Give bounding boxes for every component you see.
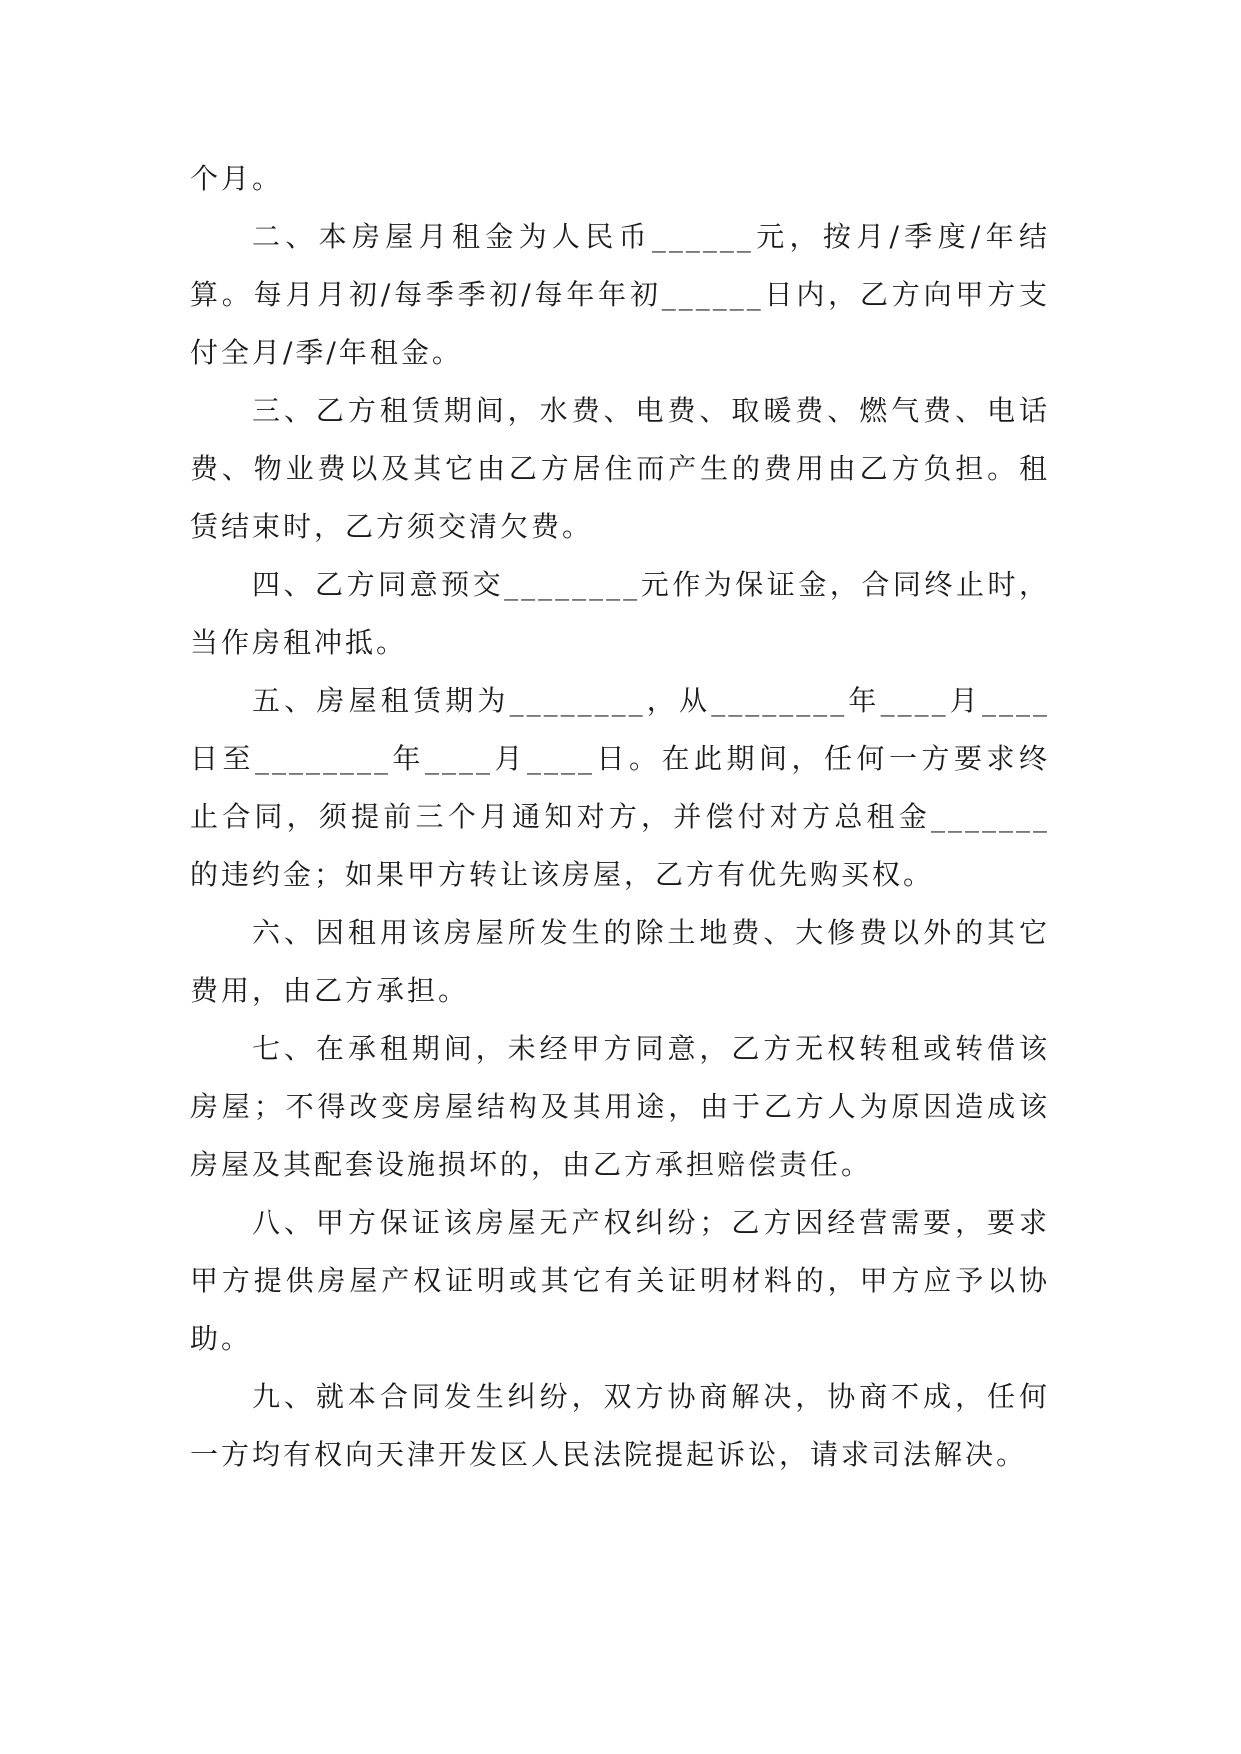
clause-2-rent: 二、本房屋月租金为人民币______元，按月/季度/年结算。每月月初/每季季初/每年年初______日内，乙方向甲方支付全月/季/年租金。 [190, 220, 1050, 369]
clause-5-lease-term: 五、房屋租赁期为________，从________年____月____日至________年____月____日。在此期间，任何一方要求终止合同，须提前三个月通知对方，并偿付对方总租金_______的违约金；如果甲方转让该房屋，乙方有优先购买权。 [190, 684, 1050, 891]
clause-7-sublease: 七、在承租期间，未经甲方同意，乙方无权转租或转借该房屋；不得改变房屋结构及其用途，由于乙方人为原因造成该房屋及其配套设施损坏的，由乙方承担赔偿责任。 [190, 1032, 1050, 1181]
clause-8-property-rights: 八、甲方保证该房屋无产权纠纷；乙方因经营需要，要求甲方提供房屋产权证明或其它有关证明材料的，甲方应予以协助。 [190, 1206, 1050, 1355]
paragraph-continuation: 个月。 [190, 162, 284, 195]
clause-6-other-costs: 六、因租用该房屋所发生的除土地费、大修费以外的其它费用，由乙方承担。 [190, 916, 1050, 1007]
clause-4-deposit: 四、乙方同意预交________元作为保证金，合同终止时，当作房租冲抵。 [190, 568, 1050, 659]
clause-9-disputes: 九、就本合同发生纠纷，双方协商解决，协商不成，任何一方均有权向天津开发区人民法院提起诉讼，请求司法解决。 [190, 1380, 1050, 1471]
clause-3-utilities: 三、乙方租赁期间，水费、电费、取暖费、燃气费、电话费、物业费以及其它由乙方居住而产生的费用由乙方负担。租赁结束时，乙方须交清欠费。 [190, 394, 1050, 543]
contract-body [190, 150, 1050, 1484]
